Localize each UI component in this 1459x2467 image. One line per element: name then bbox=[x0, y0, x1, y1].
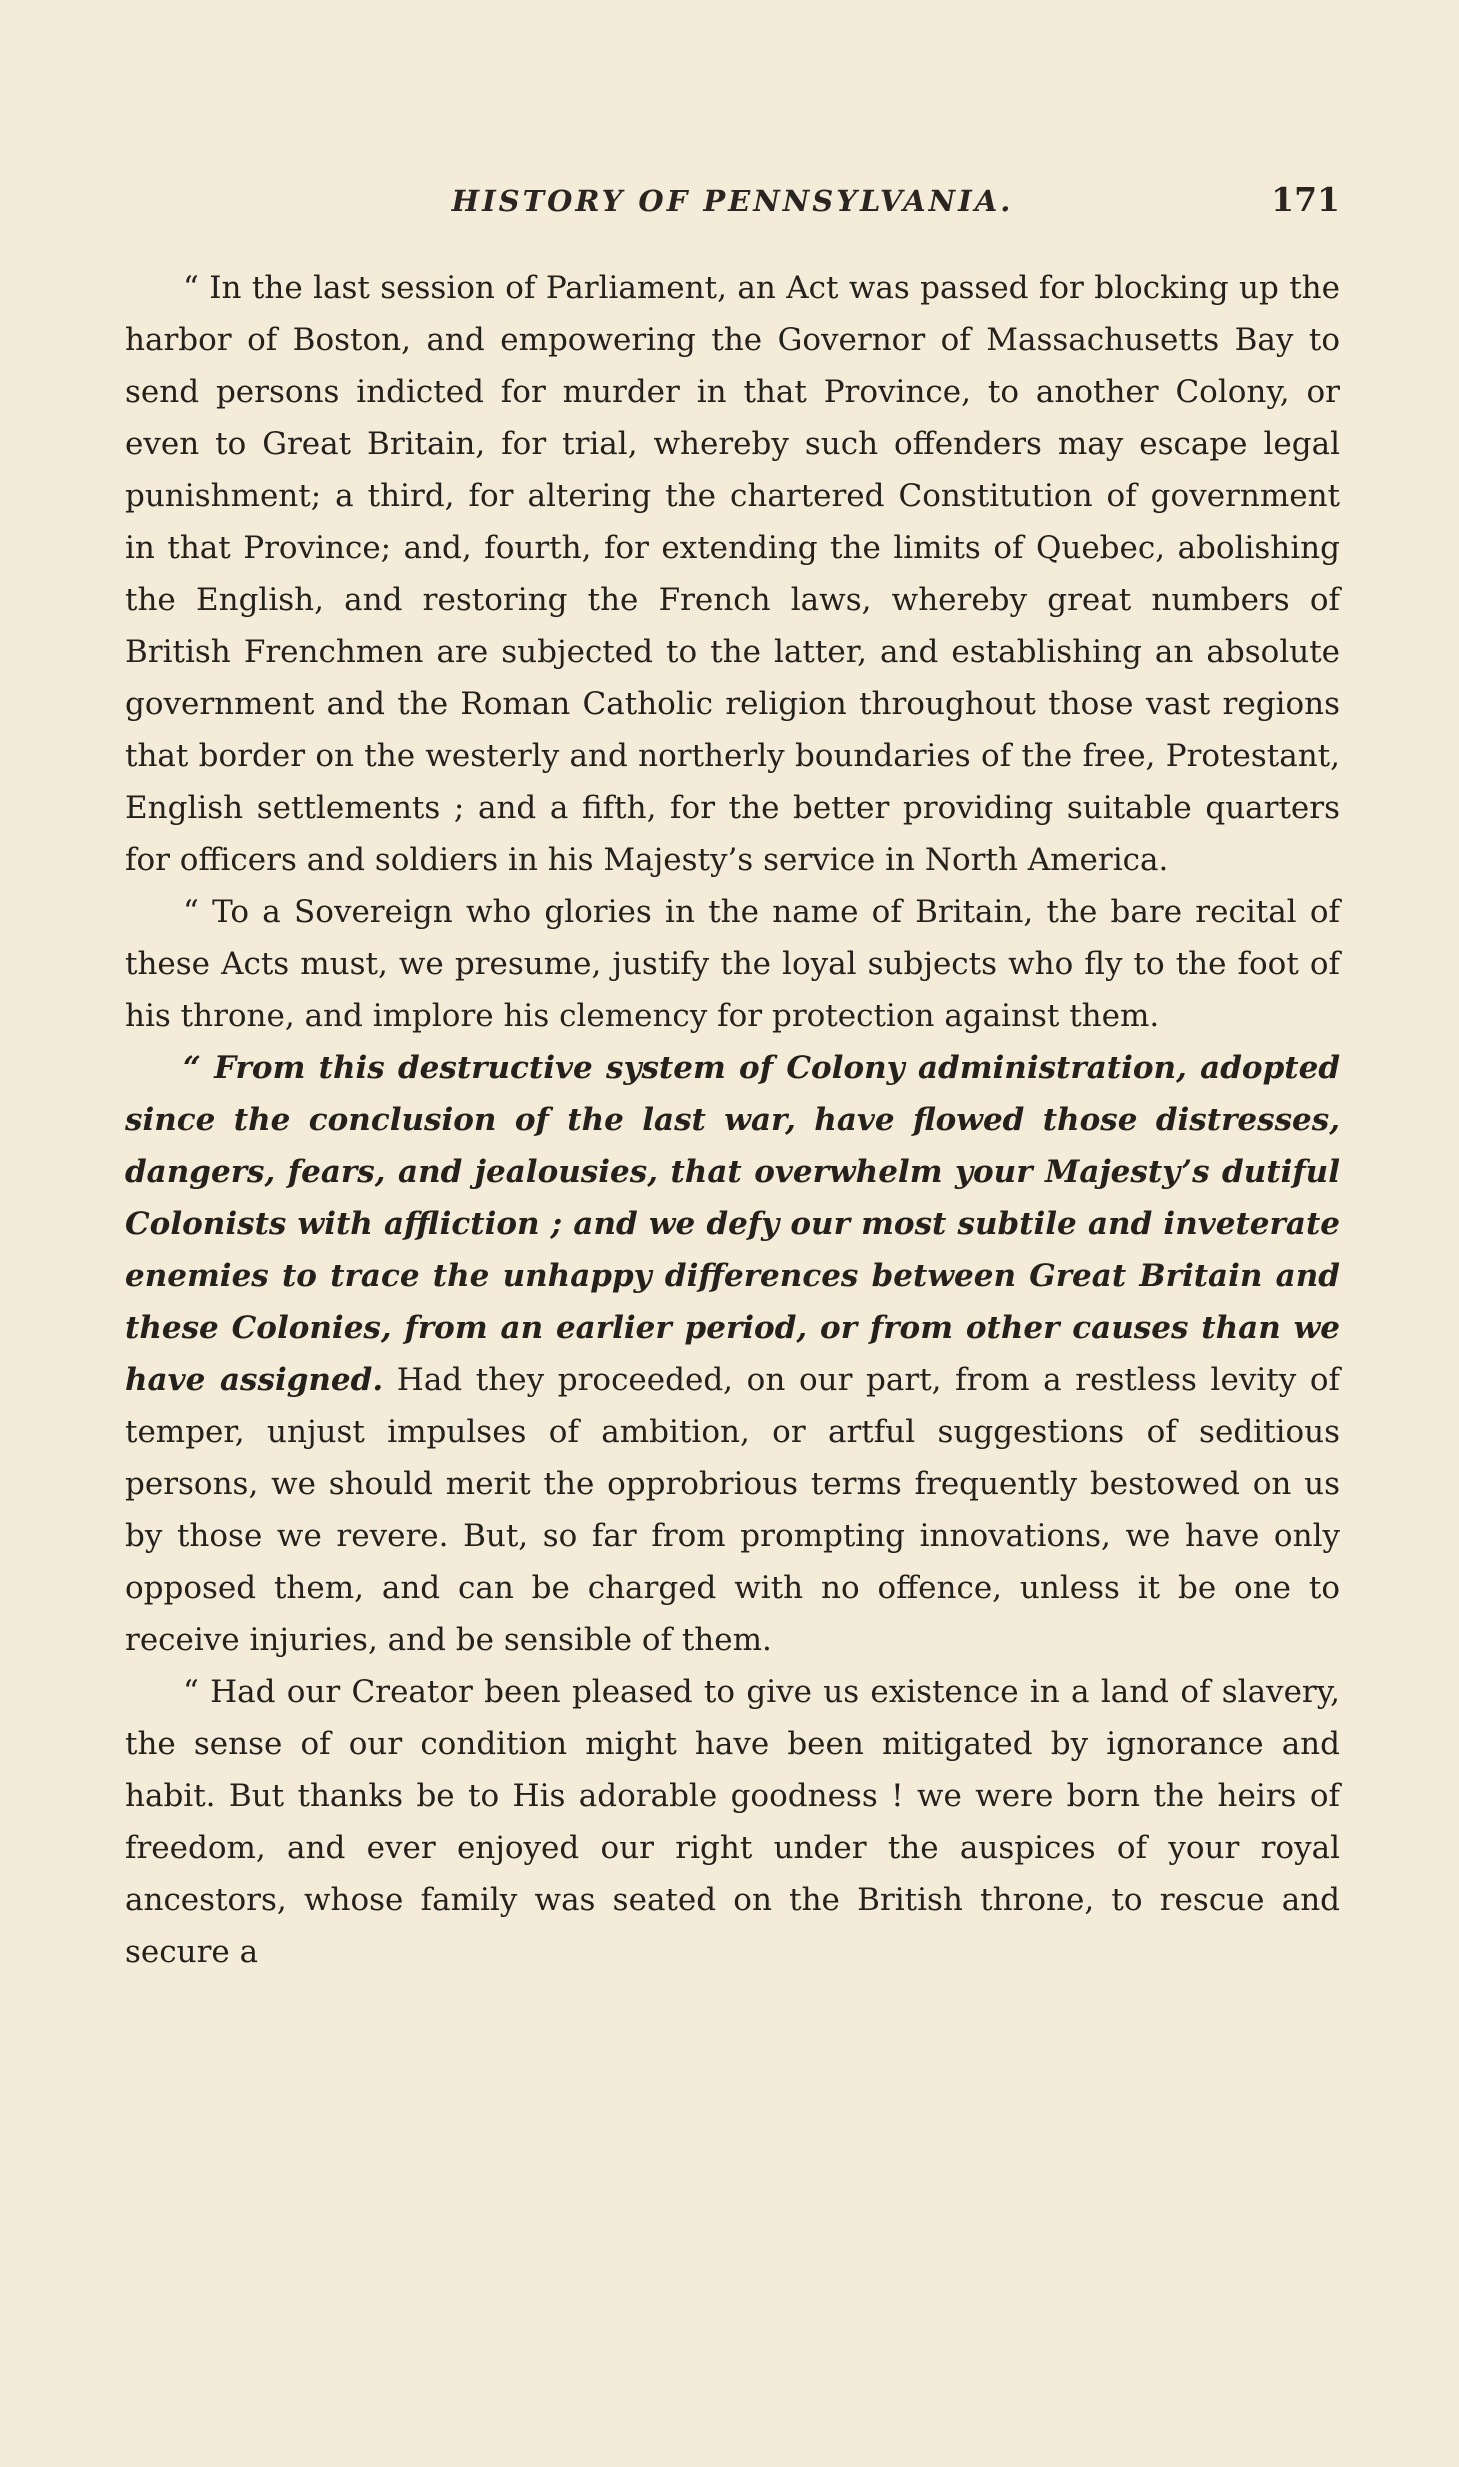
paragraph-text: Had they proceeded, on our part, from a restless levity of temper, unjust impulses of ambition, or artful suggestions of seditious persons, we should merit the opprobrious terms frequently bestowed on us by those we revere. But, so far from prompting innovations, we have only opposed them, and can be charged with no offence, unless it be one to receive injuries, and be sensible of them. bbox=[125, 1362, 1341, 1658]
paragraph-text: “ To a Sovereign who glories in the name of Britain, the bare recital of these Acts must, we presume, justify the loyal subjects who fly to the foot of his throne, and implore his clemency for protection against them. bbox=[125, 894, 1340, 1034]
page-number: 171 bbox=[1271, 180, 1340, 219]
paragraph-2 bbox=[125, 886, 1340, 1042]
paragraph-4 bbox=[125, 1666, 1340, 1978]
running-head: HISTORY OF PENNSYLVANIA. bbox=[451, 184, 1014, 218]
paragraph-text: “ Had our Creator been pleased to give us existence in a land of slavery, the sense of our condition might have been mitigated by ignorance and habit. But thanks be to His adorable goodness ! we were born the heirs of freedom, and ever enjoyed our right under the auspices of your royal ancestors, whose family was seated on the British throne, to rescue and secure a bbox=[125, 1674, 1340, 1970]
page-header bbox=[125, 178, 1340, 234]
paragraph-italic-text: “ From this destructive system of Colony administration, adopted since the conclusion of the last war, have flowed those distresses, dangers, fears, and jealousies, that overwhelm your Majesty’s dutiful Colonists with affliction ; and we defy our most subtile and inveterate enemies to trace the unhappy differences between Great Britain and these Colonies, from an earlier period, or from other causes than we have assigned. bbox=[125, 1050, 1340, 1398]
paragraph-1 bbox=[125, 262, 1340, 886]
paragraph-text: “ In the last session of Parliament, an Act was passed for blocking up the harbor of Boston, and empowering the Governor of Massachusetts Bay to send persons indicted for murder in that Province, to another Colony, or even to Great Britain, for trial, whereby such offenders may escape legal punishment; a third, for altering the chartered Constitution of government in that Province; and, fourth, for extending the limits of Quebec, abolishing the English, and restoring the French laws, whereby great numbers of British Frenchmen are subjected to the latter, and establishing an absolute government and the Roman Catholic religion throughout those vast regions that border on the westerly and northerly boundaries of the free, Protestant, English settlements ; and a fifth, for the better providing suitable quarters for officers and soldiers in his Majesty’s service in North America. bbox=[125, 270, 1340, 878]
body-text bbox=[125, 262, 1340, 1978]
paragraph-3 bbox=[125, 1042, 1340, 1666]
